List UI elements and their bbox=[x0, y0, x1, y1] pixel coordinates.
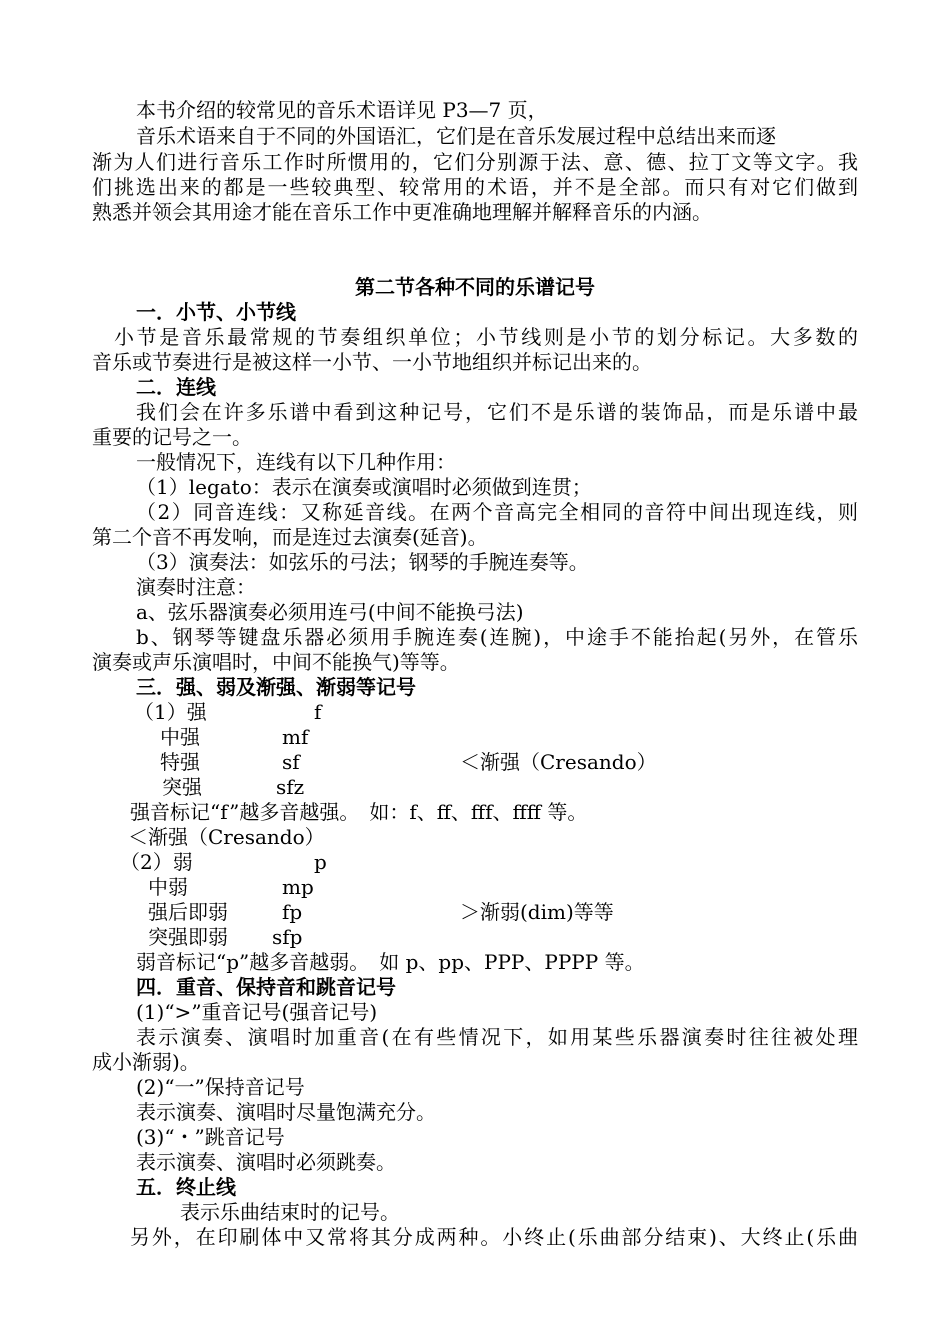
s4-item-1: (1)“>”重音记号(强音记号) bbox=[136, 1000, 378, 1024]
section-title: 第二节各种不同的乐谱记号 bbox=[355, 275, 595, 299]
intro-line-5: 熟悉并领会其用途才能在音乐工作中更准确地理解并解释音乐的内涵。 bbox=[92, 200, 712, 224]
dynamic-symbol: sfp bbox=[272, 925, 303, 949]
heading-final-barline: 五．终止线 bbox=[136, 1175, 236, 1199]
s2-note-a: a、弦乐器演奏必须用连弓(中间不能换弓法) bbox=[136, 600, 524, 624]
s2-note-b-line-1: b、钢琴等键盘乐器必须用手腕连奏(连腕)，中途手不能抬起(另外，在管乐 bbox=[136, 625, 858, 649]
crescendo-label: ＜渐强（Cresando） bbox=[460, 750, 657, 774]
crescendo-line: ＜渐强（Cresando） bbox=[128, 825, 325, 849]
s4-desc-1-line-1: 表示演奏、演唱时加重音(在有些情况下，如用某些乐器演奏时往往被处理 bbox=[136, 1025, 858, 1049]
s1-paragraph-line-1: 小节是音乐最常规的节奏组织单位；小节线则是小节的划分标记。大多数的 bbox=[114, 325, 858, 349]
dynamic-label: 中弱 bbox=[148, 875, 188, 899]
intro-line-3: 渐为人们进行音乐工作时所惯用的，它们分别源于法、意、德、拉丁文等文字。我 bbox=[92, 150, 858, 174]
s1-paragraph-line-2: 音乐或节奏进行是被这样一小节、一小节地组织并标记出来的。 bbox=[92, 350, 652, 374]
s5-paragraph-line-1: 表示乐曲结束时的记号。 bbox=[180, 1200, 400, 1224]
heading-accents: 四．重音、保持音和跳音记号 bbox=[136, 975, 396, 999]
dynamic-label: 突强 bbox=[162, 775, 202, 799]
s2-item-3: （3）演奏法：如弦乐的弓法；钢琴的手腕连奏等。 bbox=[136, 550, 589, 574]
dynamic-symbol: sfz bbox=[276, 775, 305, 799]
s2-note: 演奏时注意： bbox=[136, 575, 256, 599]
dynamic-symbol: fp bbox=[282, 900, 303, 924]
diminuendo-label: ＞渐弱(dim)等等 bbox=[460, 900, 614, 924]
s2-item-1: （1）legato：表示在演奏或演唱时必须做到连贯； bbox=[136, 475, 592, 499]
intro-line-2: 音乐术语来自于不同的外国语汇，它们是在音乐发展过程中总结出来而逐 bbox=[136, 124, 776, 148]
dynamic-symbol: sf bbox=[282, 750, 300, 774]
s4-item-3: (3)“・”跳音记号 bbox=[136, 1125, 285, 1149]
s2-note-b-line-2: 演奏或声乐演唱时，中间不能换气)等等。 bbox=[92, 650, 460, 674]
dynamic-label: 特强 bbox=[160, 750, 200, 774]
s5-paragraph-line-2: 另外，在印刷体中又常将其分成两种。小终止(乐曲部分结束)、大终止(乐曲 bbox=[130, 1225, 858, 1249]
dynamic-label: （1）强 bbox=[134, 700, 207, 724]
s4-desc-3: 表示演奏、演唱时必须跳奏。 bbox=[136, 1150, 396, 1174]
heading-bar-barline: 一．小节、小节线 bbox=[136, 300, 296, 324]
s4-desc-2: 表示演奏、演唱时尽量饱满充分。 bbox=[136, 1100, 436, 1124]
soft-note: 弱音标记“p”越多音越弱。 如 p、pp、PPP、PPPP 等。 bbox=[136, 950, 645, 974]
dynamic-label: 突强即弱 bbox=[148, 925, 228, 949]
intro-line-4: 们挑选出来的都是一些较典型、较常用的术语，并不是全部。而只有对它们做到 bbox=[92, 175, 858, 199]
loud-note: 强音标记“f”越多音越强。 如：f、ff、fff、ffff 等。 bbox=[130, 800, 588, 824]
dynamic-label: 中强 bbox=[160, 725, 200, 749]
s4-item-2: (2)“一”保持音记号 bbox=[136, 1075, 305, 1099]
intro-line-1: 本书介绍的较常见的音乐术语详见 P3—7 页， bbox=[136, 98, 548, 122]
s2-paragraph-line-3: 一般情况下，连线有以下几种作用： bbox=[136, 450, 456, 474]
s2-paragraph-line-1: 我们会在许多乐谱中看到这种记号，它们不是乐谱的装饰品，而是乐谱中最 bbox=[136, 400, 858, 424]
dynamic-symbol: mp bbox=[282, 875, 314, 899]
s2-item-2-line-2: 第二个音不再发响，而是连过去演奏(延音)。 bbox=[92, 525, 488, 549]
s2-item-2-line-1: （2）同音连线：又称延音线。在两个音高完全相同的音符中间出现连线，则 bbox=[136, 500, 858, 524]
dynamic-label: 强后即弱 bbox=[148, 900, 228, 924]
heading-dynamics: 三．强、弱及渐强、渐弱等记号 bbox=[136, 675, 416, 699]
dynamic-symbol: f bbox=[314, 700, 322, 724]
heading-slur: 二．连线 bbox=[136, 375, 216, 399]
dynamic-symbol: mf bbox=[282, 725, 309, 749]
dynamic-label: （2）弱 bbox=[120, 850, 193, 874]
dynamic-symbol: p bbox=[314, 850, 327, 874]
s4-desc-1-line-2: 成小渐弱)。 bbox=[92, 1050, 200, 1074]
s2-paragraph-line-2: 重要的记号之一。 bbox=[92, 425, 252, 449]
